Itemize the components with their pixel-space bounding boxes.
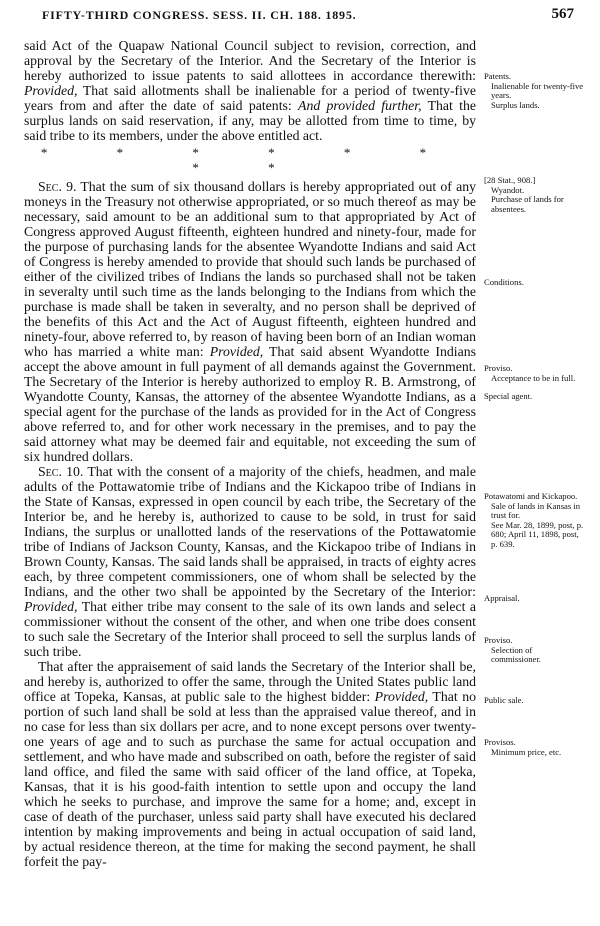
paragraph-public-sale: That after the appraisement of said lands the Secretary of the Interior shall be, and hereby is, authorized to offer the same, through the United States public land office at Topeka, Kansas, at public sale to the highest bidder: Provided, That no portion of such land shall be sold at less than the appraised value thereof, and in no case for less than six dollars per acre, and to none except persons over twenty-one years of age and to such as purchase the same for actual occupation and settlement, and who have made and subscribed on oath, before the register of said land office, and filed the same with said officer of the land office, at Topeka, Kansas, that it is his good-faith intention to settle upon and occupy the land which he seeks to purchase, and improve the same for a home; and, except in case of death of the purchaser, unless said party shall have executed his declared intention by making improvements and being in actual occupation of said land, by actual residence thereon, at the time for making the second payment, he shall forfeit the pay- <box>24 659 476 869</box>
page-number: 567 <box>551 6 574 22</box>
margin-note-special-agent: Special agent. <box>484 391 533 401</box>
section-10-label: Sec. 10. <box>38 464 84 479</box>
page-header <box>42 8 574 28</box>
margin-note-appraisal: Appraisal. <box>484 593 520 603</box>
margin-note-public-sale: Public sale. <box>484 695 524 705</box>
section-separator: * * * * * * * * <box>40 145 460 175</box>
margin-note-proviso-commissioner: Proviso. Selection of commissioner. <box>484 635 541 665</box>
section-9: Sec. 9. That the sum of six thousand dollars is hereby appropriated out of any moneys in the Treasury not otherwise appropriated, or so much thereof as may be necessary, said amount to be an additional sum to that appropriated by Act of Congress approved August fifteenth, eighteen hundred and ninety-four, made for the purpose of purchasing lands for the absentee Wyandotte Indians and said Act of Congress is hereby amended to provide that should such lands be purchased of either of the civilized tribes of Indians the lands so purchased shall not be taken in severalty until such time as the lands belonging to the Indians from which the purchase is made shall be taken in severalty, and no person shall be deprived of the benefits of this Act and the Act of August fifteenth, eighteen hundred and ninety-four, above referred to, by reason of having been born of an Indian woman who has married a white man: Provided, That said absent Wyandotte Indians accept the above amount in full payment of all demands against the Government. The Secretary of the Interior is hereby authorized to employ R. B. Armstrong, of Wyandotte County, Kansas, the attorney of the absentee Wyandotte Indians, as a special agent for the purchase of the lands as provided for in the Act of Congress above referred to, and for other work necessary in the premises, and to pay the said attorney what may be deemed fair and equitable, not exceeding the sum of six hundred dollars. <box>24 179 476 464</box>
section-9-label: Sec. 9. <box>38 179 77 194</box>
margin-note-potawatomi: Potawatomi and Kickapoo. Sale of lands in Kansas in trust for. See Mar. 28, 1899, post, p. 680; April 11, 1898, post, p. 639. <box>484 491 584 549</box>
statute-text <box>24 38 476 869</box>
running-title: FIFTY-THIRD CONGRESS. SESS. II. CH. 188. 1895. <box>42 8 357 22</box>
margin-note-conditions: Conditions. <box>484 277 524 287</box>
section-10: Sec. 10. That with the consent of a majority of the chiefs, headmen, and male adults of the Pottawatomie tribe of Indians and the Kickapoo tribe of Indians in the State of Kansas, expressed in open council by each tribe, the Secretary of the Interior be, and he hereby is, authorized to cause to be sold, in trust for said Indians, the surplus or unallotted lands of the reservations of the Pottawatomie tribe of Indians of Jackson County, Kansas, and the Kickapoo tribe of Indians in Brown County, Kansas. The said lands shall be appraised, in tracts of eighty acres each, by three competent commissioners, one of whom shall be selected by the Indians, and the other two shall be appointed by the Secretary of the Interior: Provided, That either tribe may consent to the sale of its own lands and select a commissioner without the consent of the other, and when one tribe does consent to such sale the Secretary of the Interior shall proceed to sell the surplus lands of such tribe. <box>24 464 476 659</box>
margin-note-proviso-acceptance: Proviso. Acceptance to be in full. <box>484 363 576 383</box>
margin-note-patents: Patents. Inalienable for twenty-five years. Surplus lands. <box>484 71 584 110</box>
paragraph-quapaw: said Act of the Quapaw National Council subject to revision, correction, and approval by the Secretary of the Interior. And the Secretary of the Interior is hereby authorized to issue patents to said allottees in accordance therewith: Provided, That said allotments shall be inalienable for a period of twenty-five years from and after the date of said patents: And provided further, That the surplus lands on said reservation, if any, may be allotted from time to time, by said tribe to its members, under the above entitled act. <box>24 38 476 143</box>
margin-note-wyandot: [28 Stat., 908.] Wyandot. Purchase of lands for absentees. <box>484 175 564 214</box>
margin-note-provisos-minimum: Provisos. Minimum price, etc. <box>484 737 562 757</box>
